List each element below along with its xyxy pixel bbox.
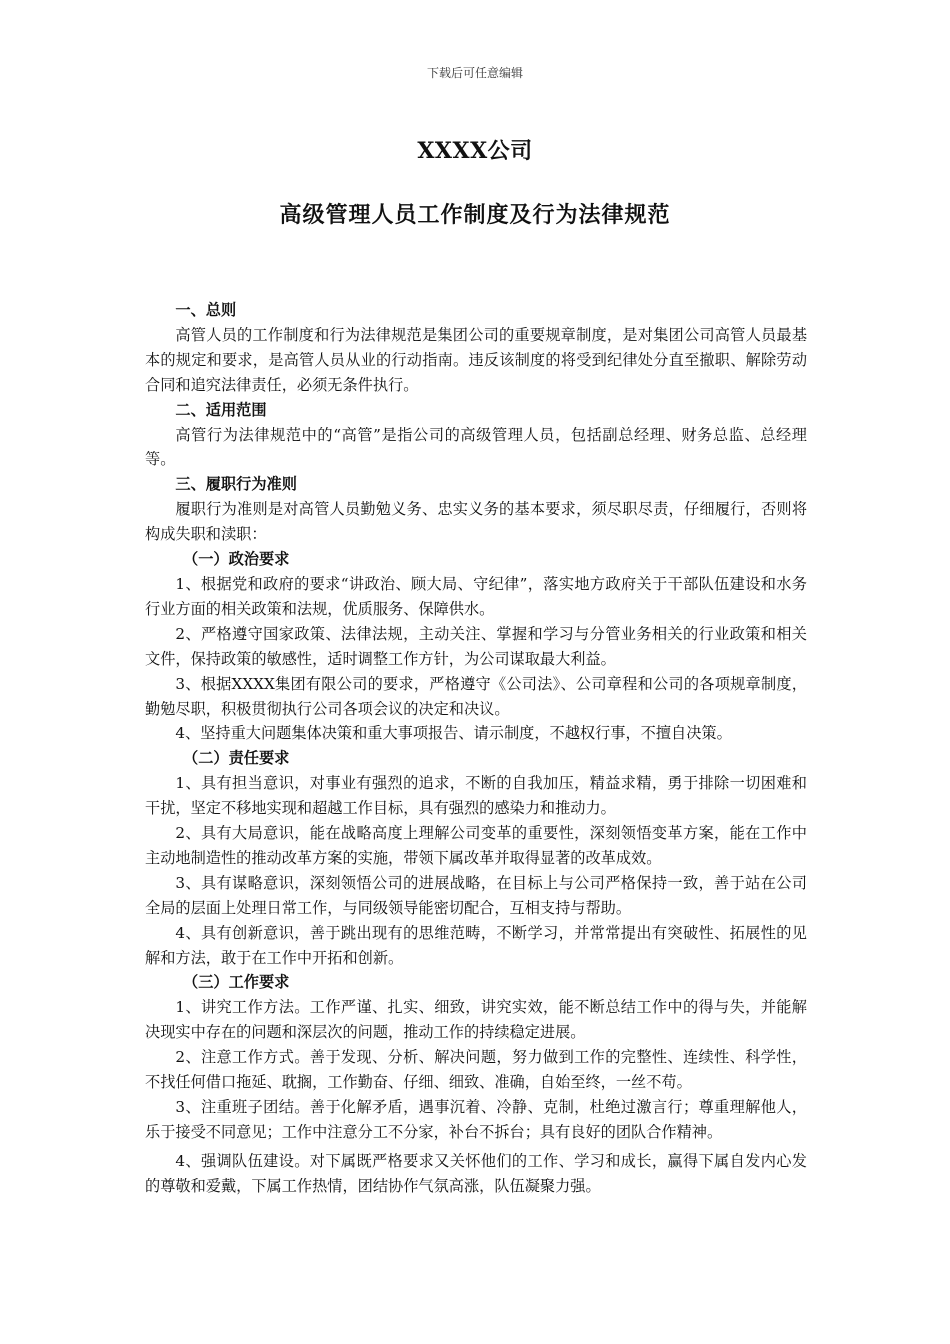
- section-heading-scope: 二、适用范围: [175, 400, 267, 419]
- section-heading-general: 一、总则: [175, 301, 237, 319]
- list-item: 3、具有谋略意识，深刻领悟公司的进展战略，在目标上与公司严格保持一致，善于站在公司全局的层面上处理日常工作，与同级领导能密切配合，互相支持与帮助。: [145, 873, 807, 917]
- list-item: 1、具有担当意识，对事业有强烈的追求，不断的自我加压，精益求精，勇于排除一切困难和干扰，坚定不移地实现和超越工作目标，具有强烈的感染力和推动力。: [145, 774, 807, 818]
- document-body: [145, 298, 807, 1199]
- list-item: 4、强调队伍建设。对下属既严格要求又关怀他们的工作、学习和成长，赢得下属自发内心发的尊敬和爱戴，下属工作热情，团结协作气氛高涨，队伍凝聚力强。: [145, 1151, 807, 1195]
- document-title: 高级管理人员工作制度及行为法律规范: [279, 202, 671, 228]
- subsection-heading-responsibility: （二）责任要求: [183, 749, 290, 768]
- paragraph: 高管行为法律规范中的“高管”是指公司的高级管理人员，包括副总经理、财务总监、总经理等。: [145, 425, 807, 469]
- paragraph: 高管人员的工作制度和行为法律规范是集团公司的重要规章制度，是对集团公司高管人员最基本的规定和要求，是高管人员从业的行动指南。违反该制度的将受到纪律处分直至撤职、解除劳动合同和追究法律责任，必须无条件执行。: [145, 325, 807, 394]
- list-item: 2、注意工作方式。善于发现、分析、解决问题，努力做到工作的完整性、连续性、科学性，不找任何借口拖延、耽搁，工作勤奋、仔细、细致、准确，自始至终，一丝不苟。: [145, 1048, 807, 1092]
- subsection-heading-political: （一）政治要求: [183, 550, 290, 569]
- list-item: 1、讲究工作方法。工作严谨、扎实、细致，讲究实效，能不断总结工作中的得与失，并能解决现实中存在的问题和深层次的问题，推动工作的持续稳定进展。: [145, 998, 807, 1042]
- section-heading-conduct: 三、履职行为准则: [175, 475, 297, 494]
- subsection-heading-work: （三）工作要求: [183, 973, 290, 992]
- list-item: 4、具有创新意识，善于跳出现有的思维范畴，不断学习，并常常提出有突破性、拓展性的见解和方法，敢于在工作中开拓和创新。: [145, 923, 807, 967]
- paragraph: 履职行为准则是对高管人员勤勉义务、忠实义务的基本要求，须尽职尽责，仔细履行，否则将构成失职和渎职：: [145, 500, 807, 544]
- list-item: 3、根据XXXX集团有限公司的要求，严格遵守《公司法》、公司章程和公司的各项规章制度，勤勉尽职，积极贯彻执行公司各项会议的决定和决议。: [145, 674, 807, 718]
- list-item: 4、坚持重大问题集体决策和重大事项报告、请示制度，不越权行事，不擅自决策。: [175, 724, 732, 743]
- list-item: 1、根据党和政府的要求“讲政治、顾大局、守纪律”，落实地方政府关于干部队伍建设和水务行业方面的相关政策和法规，优质服务、保障供水。: [145, 574, 807, 618]
- list-item: 3、注重班子团结。善于化解矛盾，遇事沉着、冷静、克制，杜绝过激言行；尊重理解他人，乐于接受不同意见；工作中注意分工不分家，补台不拆台；具有良好的团队合作精神。: [145, 1098, 807, 1141]
- list-item: 2、严格遵守国家政策、法律法规，主动关注、掌握和学习与分管业务相关的行业政策和相关文件，保持政策的敏感性，适时调整工作方针，为公司谋取最大利益。: [145, 624, 807, 668]
- header-note: 下载后可任意编辑: [426, 66, 523, 80]
- list-item: 2、具有大局意识，能在战略高度上理解公司变革的重要性，深刻领悟变革方案，能在工作中主动地制造性的推动改革方案的实施，带领下属改革并取得显著的改革成效。: [145, 824, 807, 867]
- company-title: XXXX公司: [417, 138, 533, 164]
